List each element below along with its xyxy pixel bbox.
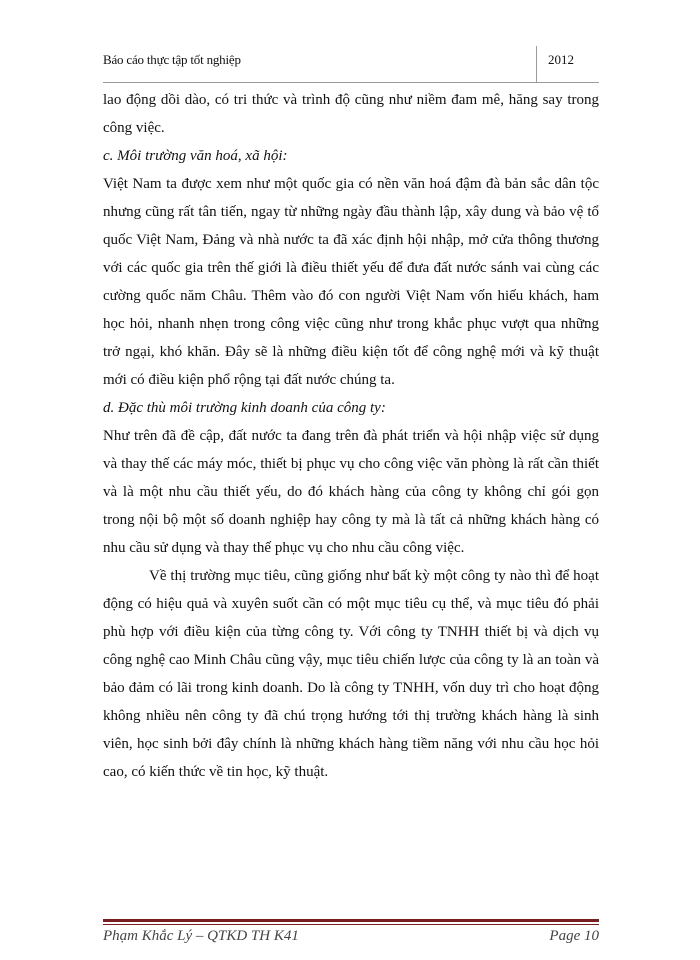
header-year: 2012 [548, 52, 574, 67]
paragraph-culture-society: Việt Nam ta được xem như một quốc gia có nền văn hoá đậm đà bản sắc dân tộc nhưng cũng rất tân tiến, ngay từ những ngày đầu thành lập, xây dung và bảo vệ tổ quốc Việt Nam, Đảng và nhà nước ta đã xác định hội nhập, mở cửa thông thương với các quốc gia trên thế giới là điều thiết yếu để đưa đất nước sánh vai cùng các cường quốc năm Châu. Thêm vào đó con người Việt Nam vốn hiếu khách, ham học hỏi, nhanh nhẹn trong công việc cũng như trong khắc phục vượt qua những trở ngại, khó khăn. Đây sẽ là những điều kiện tốt để công nghệ mới và kỹ thuật mới có điều kiện phổ rộng tại đất nước chúng ta. [103, 176, 599, 388]
footer-author: Phạm Khắc Lý – QTKD TH K41 [103, 928, 299, 944]
page-header [103, 46, 599, 82]
paragraph-business-environment: Như trên đã đề cập, đất nước ta đang trên đà phát triển và hội nhập việc sử dụng và thay thế các máy móc, thiết bị phục vụ cho công việc văn phòng là rất cần thiết và là một nhu cầu thiết yếu, do đó khách hàng của công ty không chỉ gói gọn trong nội bộ một số doanh nghiệp hay công ty mà là tất cả những khách hàng có nhu cầu sử dụng và thay thế phục vụ cho nhu cầu công việc. [103, 428, 599, 556]
page-number: Page 10 [549, 928, 599, 944]
header-title: Báo cáo thực tập tốt nghiệp [103, 52, 241, 67]
section-heading-d: d. Đặc thù môi trường kinh doanh của công ty: [103, 400, 386, 416]
header-rule [103, 82, 599, 83]
footer-rule-thin [103, 924, 599, 925]
paragraph-target-market: Về thị trường mục tiêu, cũng giống như bất kỳ một công ty nào thì để hoạt động có hiệu quả và xuyên suốt cần có một mục tiêu cụ thể, và mục tiêu đó phải phù hợp với điều kiện của từng công ty. Với công ty TNHH thiết bị và dịch vụ công nghệ cao Minh Châu cũng vậy, mục tiêu chiến lược của công ty là an toàn và bảo đảm có lãi trong kinh doanh. Do là công ty TNHH, vốn duy trì cho hoạt động không nhiều nên công ty đã chú trọng hướng tới thị trường khách hàng là sinh viên, học sinh bởi đây chính là những khách hàng tiềm năng với nhu cầu học hỏi cao, có kiến thức về tin học, kỹ thuật. [103, 568, 599, 780]
header-divider [536, 46, 537, 82]
paragraph-continuation: lao động dồi dào, có tri thức và trình độ cũng như niềm đam mê, hăng say trong công việc. [103, 92, 599, 136]
footer-rule [103, 919, 599, 922]
section-heading-c: c. Môi trường văn hoá, xã hội: [103, 148, 288, 164]
document-body [103, 86, 599, 786]
